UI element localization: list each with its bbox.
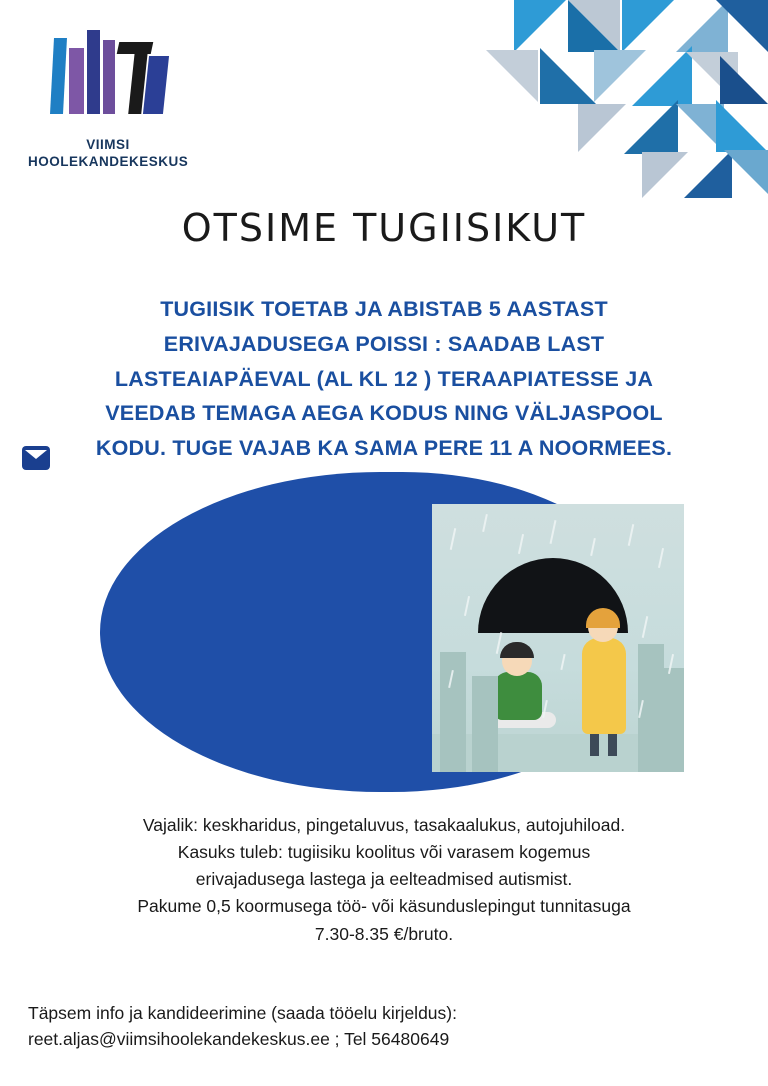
helper-body xyxy=(582,638,626,734)
triangle-pattern-icon xyxy=(428,0,768,230)
lead-line: KODU. TUGE VAJAB KA SAMA PERE 11 A NOORMEES. xyxy=(95,436,673,461)
decorative-triangle xyxy=(486,50,538,102)
lead-line: LASTEAIAPÄEVAL (AL KL 12 ) TERAAPIATESSE JA xyxy=(114,366,654,391)
requirement-line: Kasuks tuleb: tugiisiku koolitus või varasem kogemus xyxy=(177,842,591,863)
decorative-triangle xyxy=(578,104,626,152)
logo-mark-icon xyxy=(46,26,171,131)
decorative-triangle xyxy=(716,100,768,152)
requirement-line: Vajalik: keskharidus, pingetaluvus, tasakaalukus, autojuhiload. xyxy=(142,815,626,835)
lead-line: TUGIISIK TOETAB JA ABISTAB 5 AASTAST xyxy=(160,297,608,321)
organisation-logo xyxy=(28,26,188,191)
decorative-triangle xyxy=(642,152,688,198)
requirements-text xyxy=(30,812,738,948)
requirement-line: Pakume 0,5 koormusega töö- või käsunduslepingut tunnitasuga xyxy=(137,896,631,917)
decorative-triangle xyxy=(720,56,768,104)
requirement-line: 7.30-8.35 €/bruto. xyxy=(314,923,454,944)
decorative-triangle xyxy=(716,0,768,52)
illustration-tree xyxy=(664,668,684,772)
lead-line: ERIVAJADUSEGA POISSI : SAADAB LAST xyxy=(163,331,605,356)
requirement-line: erivajadusega lastega ja eelteadmised autismist. xyxy=(195,869,573,890)
decorative-triangle xyxy=(568,0,620,52)
decorative-triangle xyxy=(724,150,768,194)
contact-line: reet.aljas@viimsihoolekandekeskus.ee ; Tel 56480649 xyxy=(28,1029,450,1050)
logo-name-line1: VIIMSI xyxy=(86,137,130,152)
logo-text xyxy=(28,137,188,171)
decorative-triangle xyxy=(514,0,566,52)
envelope-icon xyxy=(22,446,50,470)
decorative-triangle xyxy=(632,46,692,106)
lead-line: VEEDAB TEMAGA AEGA KODUS NING VÄLJASPOOL xyxy=(105,401,663,426)
job-description-lead xyxy=(40,292,728,466)
contact-text xyxy=(28,1000,457,1053)
logo-name-line2: HOOLEKANDEKESKUS xyxy=(28,153,189,169)
contact-line: Täpsem info ja kandideerimine (saada tööelu kirjeldus): xyxy=(28,1003,457,1023)
illustration-image xyxy=(432,504,684,772)
child-body xyxy=(494,672,542,720)
decorative-triangle xyxy=(624,100,678,154)
page-title: OTSIME TUGIISIKUT xyxy=(181,206,587,250)
decorative-triangle xyxy=(540,48,596,104)
decorative-triangle xyxy=(622,0,674,52)
illustration-tree xyxy=(472,676,498,772)
